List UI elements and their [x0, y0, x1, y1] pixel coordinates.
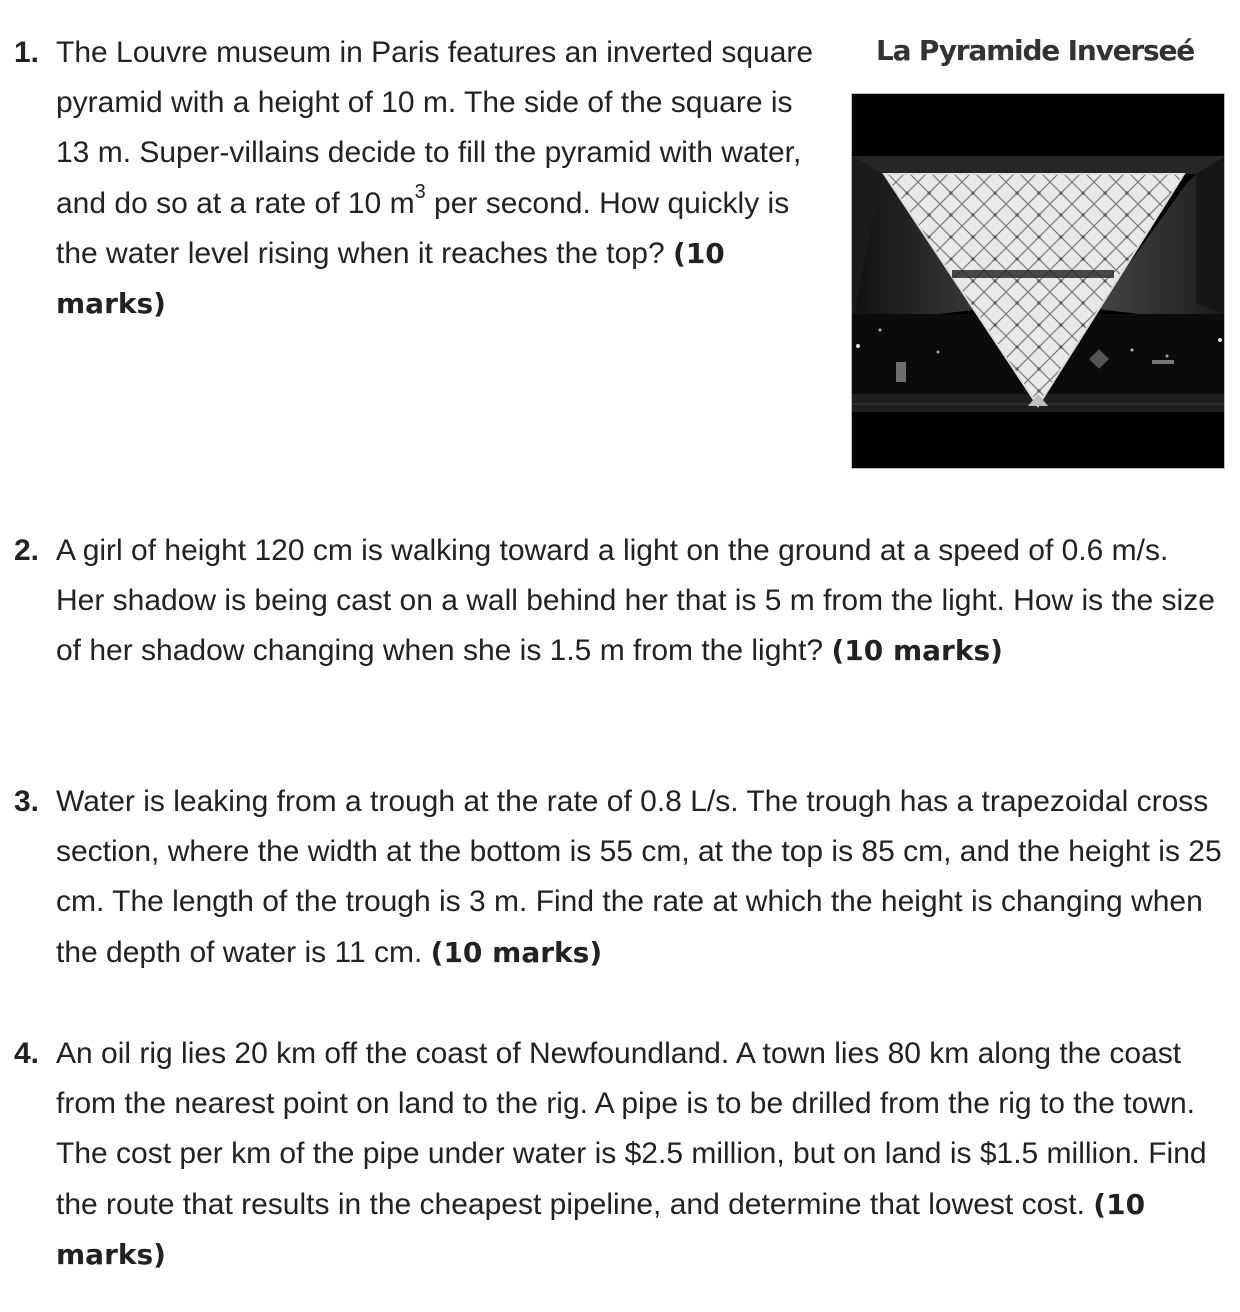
problem-2 [14, 526, 1224, 677]
problem-1 [14, 28, 814, 329]
marks-label: (10 marks) [56, 1187, 1146, 1271]
cubic-superscript: 3 [414, 180, 426, 203]
problem-number: 2. [14, 534, 40, 567]
inverted-pyramid-photo [851, 93, 1225, 469]
marks-label: (10 marks) [831, 634, 1003, 668]
problem-text [56, 28, 814, 329]
problem-text [56, 777, 1229, 978]
problem-text [56, 1029, 1229, 1280]
problem-number: 3. [14, 785, 40, 818]
image-caption: La Pyramide Inverseé [876, 34, 1195, 67]
problem-body: An oil rig lies 20 km off the coast of Newfoundland. A town lies 80 km along the coast from the nearest point on land to the rig. A pipe is to be drilled from the rig to the town. The cost per km of the pipe under water is $2.5 million, but on land is $1.5 million. Find the route that results in the cheapest pipeline, and determine that lowest cost. [56, 1037, 1207, 1221]
problem-text [56, 526, 1224, 677]
problem-number: 4. [14, 1037, 40, 1070]
pyramid-illustration [852, 94, 1225, 469]
problem-4 [14, 1029, 1229, 1280]
marks-label: (10 marks) [430, 935, 603, 969]
problem-number: 1. [14, 36, 40, 69]
problem-text-part-1: The Louvre museum in Paris features an inverted square pyramid with a height of 10 m. The side of the square is 13 m. Super-villains decide to fill the pyramid with water, and do so at a rate of 10 m [56, 36, 814, 220]
problem-text-part-2: per second. How quickly is the water level rising when it reaches the top? [56, 186, 790, 270]
marks-label: (10 marks) [56, 236, 725, 321]
problem-body: A girl of height 120 cm is walking toward a light on the ground at a speed of 0.6 m/s. Her shadow is being cast on a wall behind her that is 5 m from the light. How is the size of her shadow changing when she is 1.5 m from the light? [56, 534, 1215, 668]
problem-body: Water is leaking from a trough at the rate of 0.8 L/s. The trough has a trapezoidal cross section, where the width at the bottom is 55 cm, at the top is 85 cm, and the height is 25 cm. The length of the trough is 3 m. Find the rate at which the height is changing when the depth of water is 11 cm. [56, 785, 1222, 969]
problem-3 [14, 777, 1229, 978]
